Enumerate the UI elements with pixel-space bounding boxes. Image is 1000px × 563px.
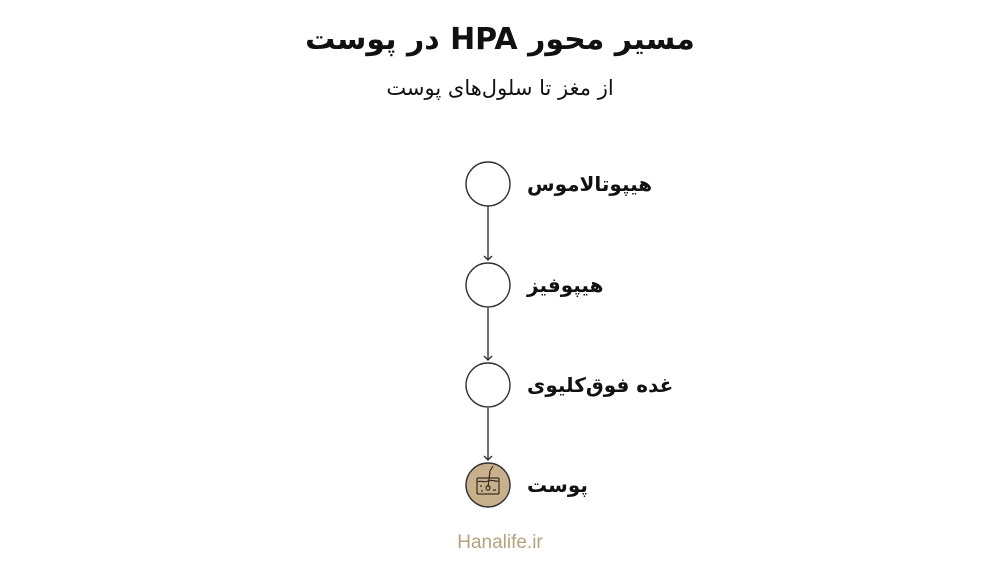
page-title: مسیر محور HPA در پوست: [305, 22, 695, 57]
brand-watermark: Hanalife.ir: [457, 532, 543, 553]
page-subtitle: از مغز تا سلول‌های پوست: [386, 76, 614, 100]
node-pituitary-label: هیپوفیز: [527, 273, 604, 297]
node-skin-label: پوست: [527, 473, 588, 497]
node-hypothalamus-label: هیپوتالاموس: [527, 172, 653, 196]
node-pituitary-circle: [466, 263, 510, 307]
node-adrenal-label: غده فوق‌کلیوی: [527, 373, 674, 397]
node-adrenal-circle: [466, 363, 510, 407]
node-hypothalamus-circle: [466, 162, 510, 206]
